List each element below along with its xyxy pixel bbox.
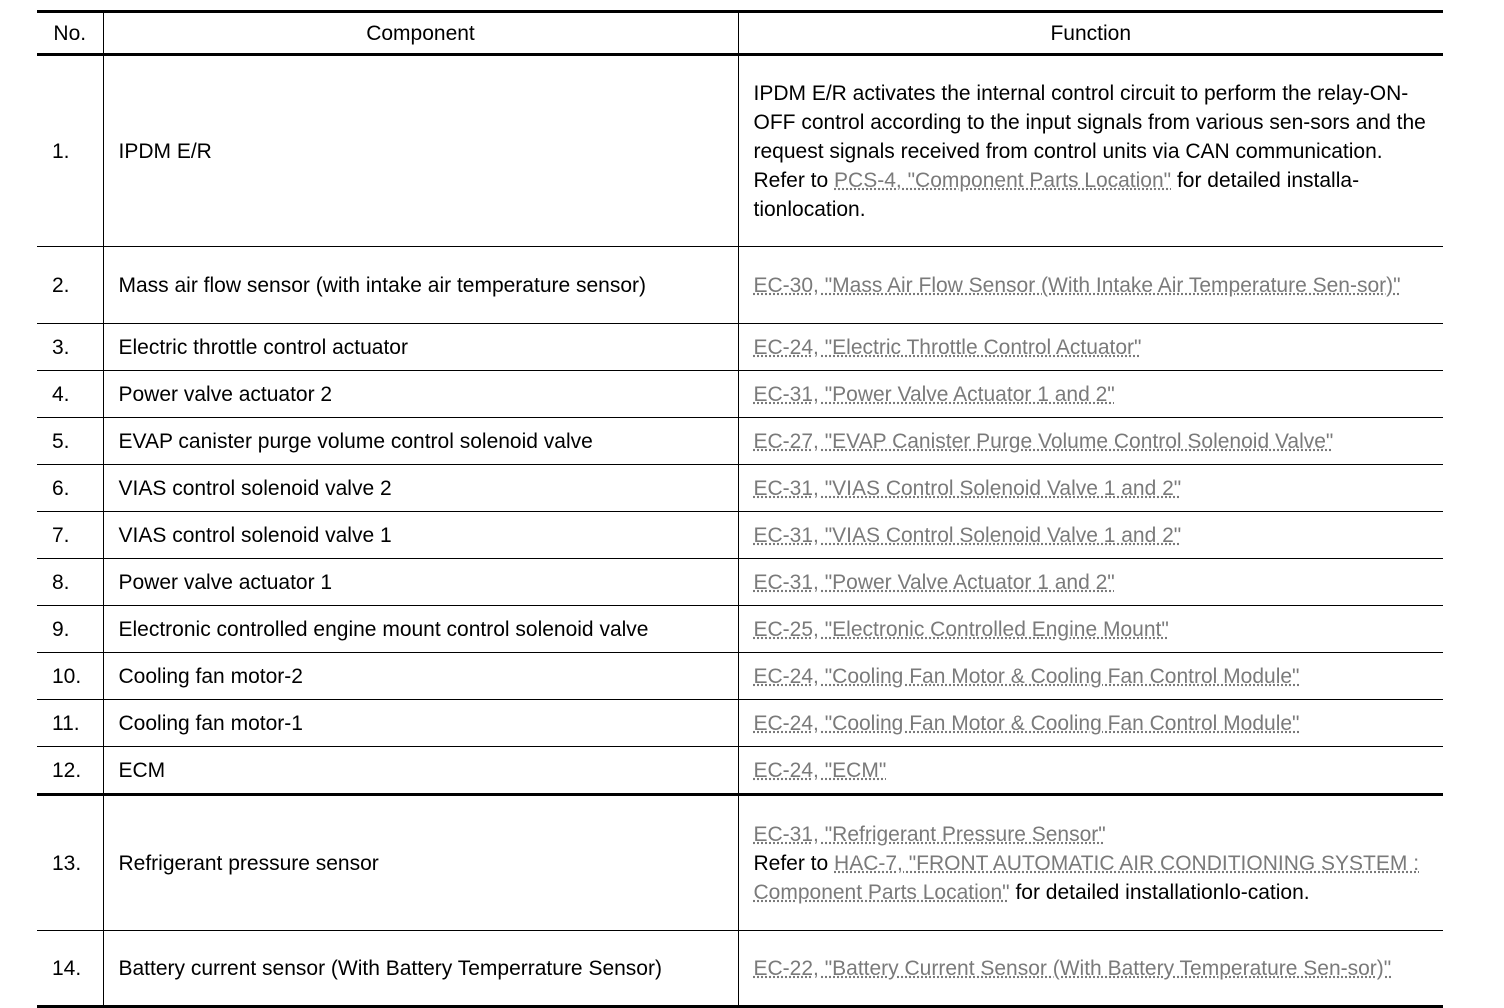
reference-link[interactable]: EC-30, "Mass Air Flow Sensor (With Intake Air Temperature Sen-sor)" bbox=[753, 273, 1401, 297]
function-cell bbox=[738, 653, 1443, 700]
component-name: IPDM E/R bbox=[103, 55, 738, 247]
table-row bbox=[37, 653, 1443, 700]
row-number: 3. bbox=[37, 324, 103, 371]
table-row bbox=[37, 247, 1443, 324]
row-number: 2. bbox=[37, 247, 103, 324]
reference-link[interactable]: EC-31, "Refrigerant Pressure Sensor" bbox=[753, 822, 1106, 846]
table-row bbox=[37, 371, 1443, 418]
row-number: 13. bbox=[37, 795, 103, 931]
table-row bbox=[37, 606, 1443, 653]
function-text: IPDM E/R activates the internal control circuit to perform the relay-ON-OFF control according to the input signals from various sen-sors and the request signals received from control units via CAN communication. bbox=[753, 81, 1426, 163]
table-row bbox=[37, 324, 1443, 371]
row-number: 7. bbox=[37, 512, 103, 559]
component-name: VIAS control solenoid valve 1 bbox=[103, 512, 738, 559]
row-number: 9. bbox=[37, 606, 103, 653]
row-number: 5. bbox=[37, 418, 103, 465]
reference-link[interactable]: EC-24, "Electric Throttle Control Actuator" bbox=[753, 335, 1142, 359]
table-row bbox=[37, 795, 1443, 931]
reference-link[interactable]: EC-22, "Battery Current Sensor (With Battery Temperature Sen-sor)" bbox=[753, 956, 1392, 980]
reference-link[interactable]: HAC-7, "FRONT AUTOMATIC AIR CONDITIONING SYSTEM : Component Parts Location" bbox=[753, 851, 1420, 904]
table-row bbox=[37, 700, 1443, 747]
row-number: 11. bbox=[37, 700, 103, 747]
component-name: Power valve actuator 2 bbox=[103, 371, 738, 418]
component-name: Cooling fan motor-1 bbox=[103, 700, 738, 747]
function-cell bbox=[738, 606, 1443, 653]
function-text: for detailed installa-tionlocation. bbox=[753, 168, 1360, 221]
component-name: Mass air flow sensor (with intake air temperature sensor) bbox=[103, 247, 738, 324]
function-cell bbox=[738, 324, 1443, 371]
table-row bbox=[37, 418, 1443, 465]
header-function: Function bbox=[738, 12, 1443, 55]
component-name: Cooling fan motor-2 bbox=[103, 653, 738, 700]
component-name: Battery current sensor (With Battery Temperrature Sensor) bbox=[103, 931, 738, 1007]
table-row bbox=[37, 931, 1443, 1007]
function-cell bbox=[738, 700, 1443, 747]
component-name: Power valve actuator 1 bbox=[103, 559, 738, 606]
row-number: 4. bbox=[37, 371, 103, 418]
reference-link[interactable]: EC-24, "Cooling Fan Motor & Cooling Fan Control Module" bbox=[753, 711, 1300, 735]
function-cell bbox=[738, 747, 1443, 795]
table-body bbox=[37, 55, 1443, 1007]
reference-link[interactable]: EC-25, "Electronic Controlled Engine Mount" bbox=[753, 617, 1169, 641]
component-name: Electronic controlled engine mount control solenoid valve bbox=[103, 606, 738, 653]
function-cell bbox=[738, 931, 1443, 1007]
function-text: Refer to bbox=[753, 851, 835, 875]
function-cell bbox=[738, 795, 1443, 931]
row-number: 12. bbox=[37, 747, 103, 795]
function-text: for detailed installationlo-cation. bbox=[1009, 880, 1310, 904]
header-no: No. bbox=[37, 12, 103, 55]
row-number: 6. bbox=[37, 465, 103, 512]
function-cell bbox=[738, 512, 1443, 559]
reference-link[interactable]: EC-31, "Power Valve Actuator 1 and 2" bbox=[753, 382, 1115, 406]
table-row bbox=[37, 55, 1443, 247]
row-number: 14. bbox=[37, 931, 103, 1007]
row-number: 8. bbox=[37, 559, 103, 606]
table-row bbox=[37, 747, 1443, 795]
reference-link[interactable]: PCS-4, "Component Parts Location" bbox=[834, 168, 1172, 192]
reference-link[interactable]: EC-31, "VIAS Control Solenoid Valve 1 and 2" bbox=[753, 523, 1182, 547]
component-name: Refrigerant pressure sensor bbox=[103, 795, 738, 931]
table-row bbox=[37, 559, 1443, 606]
reference-link[interactable]: EC-24, "Cooling Fan Motor & Cooling Fan Control Module" bbox=[753, 664, 1300, 688]
reference-link[interactable]: EC-24, "ECM" bbox=[753, 758, 887, 782]
function-cell bbox=[738, 247, 1443, 324]
reference-link[interactable]: EC-27, "EVAP Canister Purge Volume Control Solenoid Valve" bbox=[753, 429, 1334, 453]
table-row bbox=[37, 465, 1443, 512]
component-name: ECM bbox=[103, 747, 738, 795]
reference-link[interactable]: EC-31, "Power Valve Actuator 1 and 2" bbox=[753, 570, 1115, 594]
table-row bbox=[37, 512, 1443, 559]
function-cell bbox=[738, 371, 1443, 418]
function-text: Refer to bbox=[753, 168, 835, 192]
component-name: Electric throttle control actuator bbox=[103, 324, 738, 371]
function-cell bbox=[738, 465, 1443, 512]
component-name: VIAS control solenoid valve 2 bbox=[103, 465, 738, 512]
header-component: Component bbox=[103, 12, 738, 55]
function-cell bbox=[738, 55, 1443, 247]
function-cell bbox=[738, 418, 1443, 465]
row-number: 10. bbox=[37, 653, 103, 700]
function-cell bbox=[738, 559, 1443, 606]
header-row bbox=[37, 12, 1443, 55]
row-number: 1. bbox=[37, 55, 103, 247]
component-name: EVAP canister purge volume control solenoid valve bbox=[103, 418, 738, 465]
reference-link[interactable]: EC-31, "VIAS Control Solenoid Valve 1 and 2" bbox=[753, 476, 1182, 500]
component-parts-table bbox=[37, 10, 1443, 1008]
